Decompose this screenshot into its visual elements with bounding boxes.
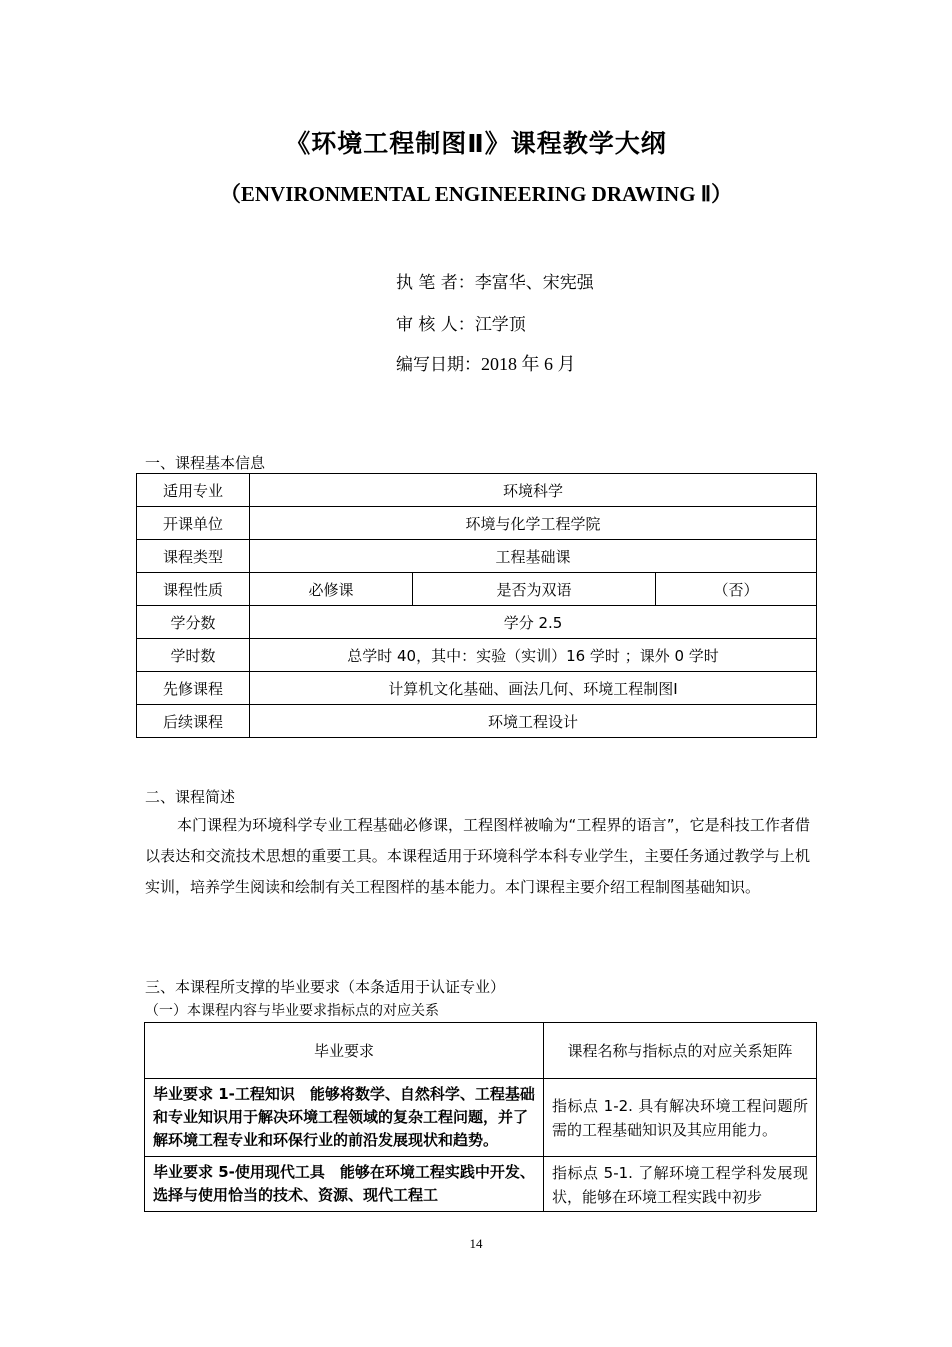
- table-row: [137, 507, 817, 540]
- bilingual-value: （否）: [656, 573, 817, 606]
- author-value: 李富华、宋宪强: [474, 273, 594, 293]
- date-value: 2018 年 6 月: [481, 354, 576, 374]
- type-value: 工程基础课: [250, 540, 817, 573]
- bilingual-label: 是否为双语: [413, 573, 656, 606]
- table-row: [137, 705, 817, 738]
- follow-value: 环境工程设计: [250, 705, 817, 738]
- table-row: [145, 1079, 817, 1157]
- page-number: 14: [469, 1236, 483, 1251]
- indicator-cell: [544, 1157, 817, 1212]
- table-row: [137, 606, 817, 639]
- document-subtitle: （ENVIRONMENTAL ENGINEERING DRAWING Ⅱ）: [219, 182, 733, 206]
- unit-value: 环境与化学工程学院: [250, 507, 817, 540]
- hours-value: 总学时 40，其中：实验（实训）16 学时 ；课外 0 学时: [250, 639, 817, 672]
- section2-heading: 二、课程简述: [145, 788, 236, 806]
- header-requirement: 毕业要求: [145, 1023, 544, 1079]
- table-row: [137, 573, 817, 606]
- table-row: [137, 474, 817, 507]
- meta-author: [396, 268, 594, 293]
- type-label: 课程类型: [137, 540, 250, 573]
- section3-subheading: （一）本课程内容与毕业要求指标点的对应关系: [145, 1003, 439, 1019]
- date-label: 编写日期：: [396, 355, 481, 375]
- table-row: [145, 1157, 817, 1212]
- requirement-cell: 毕业要求 1-工程知识 能够将数学、自然科学、工程基础和专业知识用于解决环境工程领域的复杂工程问题，并了解环境工程专业和环保行业的前沿发展现状和趋势。: [145, 1079, 544, 1157]
- table-row: [137, 639, 817, 672]
- requirement-text: 毕业要求 5-使用现代工具 能够在环境工程实践中开发、选择与使用恰当的技术、资源、现代工程工: [153, 1163, 535, 1204]
- table-row: [137, 540, 817, 573]
- hours-label: 学时数: [137, 639, 250, 672]
- requirement-cell: [145, 1157, 544, 1212]
- header-matrix: 课程名称与指标点的对应关系矩阵: [544, 1023, 817, 1079]
- major-value: 环境科学: [250, 474, 817, 507]
- meta-reviewer: [396, 310, 526, 335]
- indicator-cell: 指标点 1-2. 具有解决环境工程问题所需的工程基础知识及其应用能力。: [544, 1079, 817, 1157]
- credits-value: 学分 2.5: [250, 606, 817, 639]
- nature-label: 课程性质: [137, 573, 250, 606]
- prereq-label: 先修课程: [137, 672, 250, 705]
- meta-date: [396, 350, 576, 376]
- nature-value: 必修课: [250, 573, 413, 606]
- document-title: 《环境工程制图Ⅱ》课程教学大纲: [285, 129, 667, 158]
- reviewer-value: 江学顶: [474, 315, 526, 335]
- unit-label: 开课单位: [137, 507, 250, 540]
- table-header-row: [145, 1023, 817, 1079]
- indicator-text: 指标点 5-1. 了解环境工程学科发展现状，能够在环境工程实践中初步: [552, 1164, 808, 1206]
- section3-heading: 三、本课程所支撑的毕业要求（本条适用于认证专业）: [145, 978, 506, 996]
- table-row: [137, 672, 817, 705]
- reviewer-label: 审 核 人：: [396, 315, 475, 335]
- course-info-table: [136, 473, 817, 738]
- section1-heading: 一、课程基本信息: [145, 454, 266, 472]
- major-label: 适用专业: [137, 474, 250, 507]
- course-summary: 本门课程为环境科学专业工程基础必修课，工程图样被喻为“工程界的语言”，它是科技工作者借以表达和交流技术思想的重要工具。本课程适用于环境科学本科专业学生，主要任务通过教学与上机实训，培养学生阅读和绘制有关工程图样的基本能力。本门课程主要介绍工程制图基础知识。: [145, 816, 810, 896]
- prereq-value: 计算机文化基础、画法几何、环境工程制图Ⅰ: [250, 672, 817, 705]
- credits-label: 学分数: [137, 606, 250, 639]
- follow-label: 后续课程: [137, 705, 250, 738]
- author-label: 执 笔 者：: [396, 273, 475, 293]
- requirements-table: [144, 1022, 817, 1212]
